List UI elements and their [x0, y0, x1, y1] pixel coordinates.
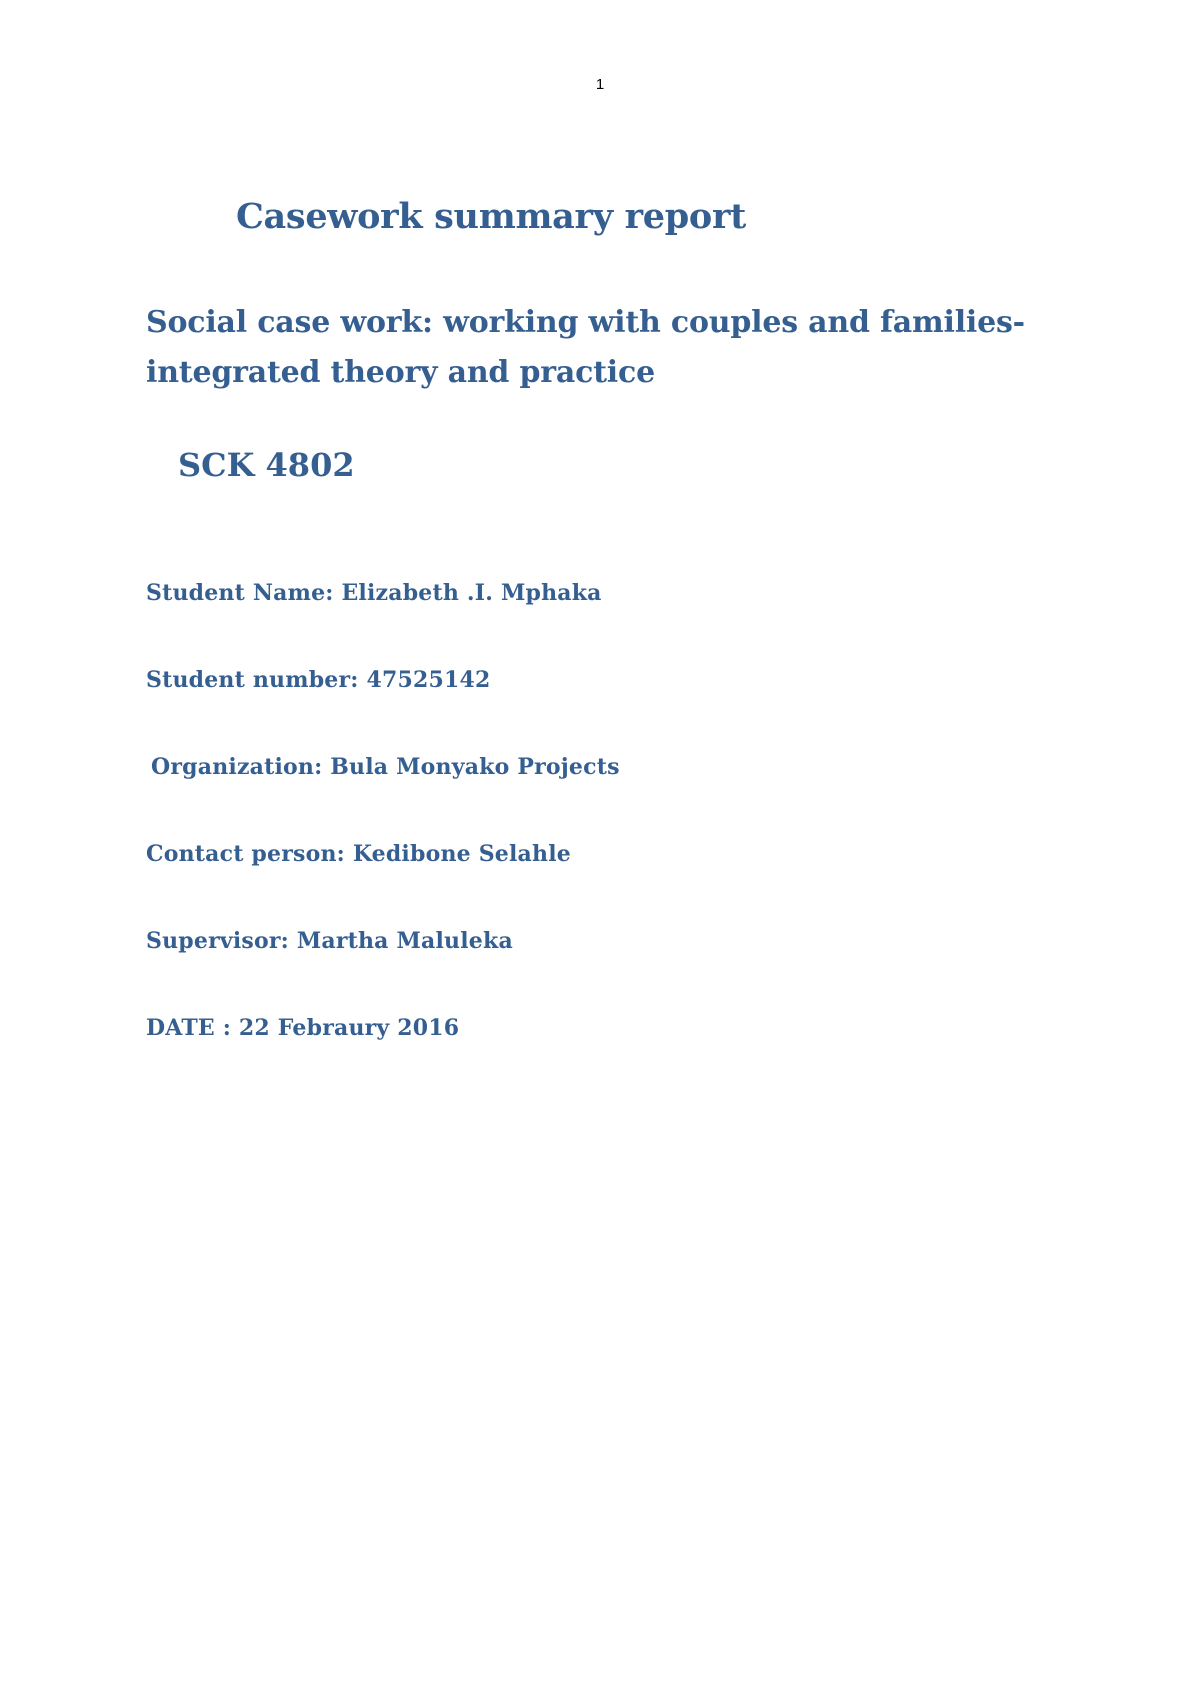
organization: Organization: Bula Monyako Projects — [151, 754, 620, 780]
report-subtitle — [146, 298, 1025, 398]
subtitle-line-1: Social case work: working with couples and families- — [146, 305, 1025, 340]
subtitle-line-2: integrated theory and practice — [146, 355, 655, 390]
student-number: Student number: 47525142 — [146, 667, 491, 693]
supervisor: Supervisor: Martha Maluleka — [146, 928, 513, 954]
page-number: 1 — [595, 76, 605, 93]
contact-person: Contact person: Kedibone Selahle — [146, 841, 571, 867]
student-name: Student Name: Elizabeth .I. Mphaka — [146, 580, 602, 606]
course-code: SCK 4802 — [178, 446, 355, 484]
report-date: DATE : 22 Febraury 2016 — [146, 1015, 460, 1041]
report-title: Casework summary report — [236, 196, 746, 237]
